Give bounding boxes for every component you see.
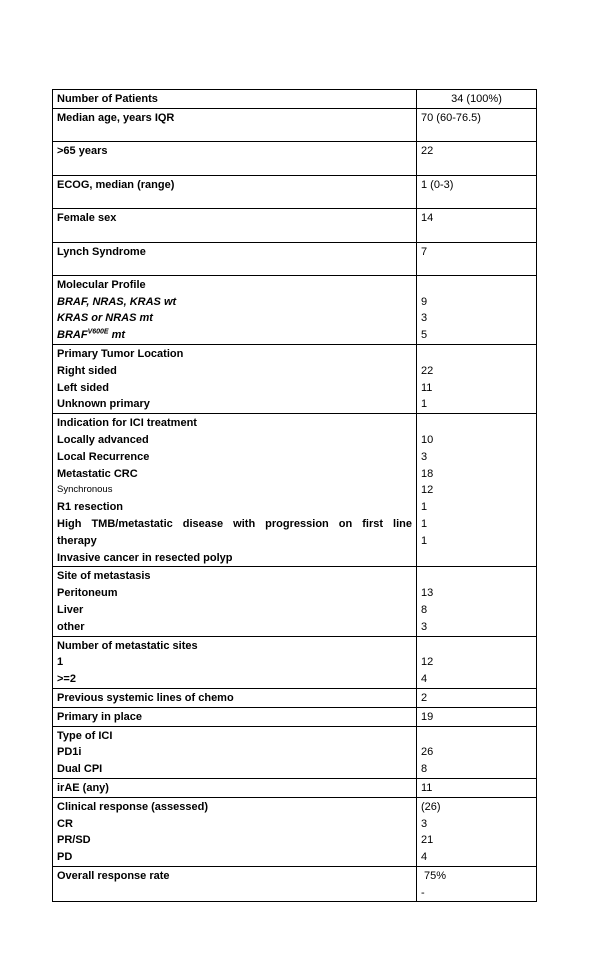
item-label: Invasive cancer in resected polyp — [57, 551, 233, 564]
item-label: High TMB/metastatic disease with progression on first line — [57, 517, 412, 530]
row-label-group — [53, 636, 417, 688]
section-heading: Molecular Profile — [57, 278, 146, 291]
row-label-group — [53, 414, 417, 567]
section-heading: Site of metastasis — [57, 570, 151, 583]
row-value-group — [417, 636, 537, 688]
table-row — [53, 90, 537, 109]
item-value: 13 — [421, 587, 434, 600]
row-label: Primary in place — [53, 707, 417, 726]
item-value: 12 — [421, 484, 434, 497]
item-value: 3 — [421, 450, 428, 463]
row-label-group — [53, 797, 417, 866]
item-label: KRAS or NRAS mt — [57, 312, 153, 325]
item-label: PR/SD — [57, 834, 91, 847]
item-label: Left sided — [57, 381, 109, 394]
item-value: 75% — [424, 869, 447, 882]
row-value-group — [417, 275, 537, 344]
row-label: Previous systemic lines of chemo — [53, 688, 417, 707]
item-value: 3 — [421, 817, 428, 830]
item-label: therapy — [57, 534, 97, 547]
row-label: Number of Patients — [53, 90, 417, 109]
heading-value: (26) — [421, 800, 441, 813]
v600e-superscript: V600E — [87, 328, 109, 336]
table-row — [53, 688, 537, 707]
row-label: Overall response rate — [53, 866, 417, 902]
row-value: 70 (60-76.5) — [417, 108, 537, 141]
item-value: 10 — [421, 433, 434, 446]
item-label: PD1i — [57, 746, 82, 759]
table-row — [53, 208, 537, 242]
item-value: 12 — [421, 656, 434, 669]
row-value-group — [417, 797, 537, 866]
item-value: 1 — [421, 501, 428, 514]
item-value: 1 — [421, 398, 428, 411]
row-label-group — [53, 726, 417, 778]
row-value-group — [417, 567, 537, 636]
item-label: Liver — [57, 603, 84, 616]
row-value: 7 — [417, 242, 537, 275]
item-label: Local Recurrence — [57, 450, 150, 463]
item-value: 11 — [421, 381, 433, 394]
table-row — [53, 866, 537, 902]
row-value-group — [417, 344, 537, 413]
table-row — [53, 344, 537, 413]
item-value: 21 — [421, 834, 434, 847]
item-value: 3 — [421, 620, 428, 633]
mt-text: mt — [108, 329, 126, 342]
section-heading: Primary Tumor Location — [57, 347, 184, 360]
item-value: 3 — [421, 312, 428, 325]
table-row — [53, 567, 537, 636]
row-label-group — [53, 567, 417, 636]
item-label: other — [57, 620, 85, 633]
item-label: Peritoneum — [57, 587, 118, 600]
item-value: 18 — [421, 467, 434, 480]
row-label-group — [53, 344, 417, 413]
item-label: R1 resection — [57, 501, 124, 514]
table-row — [53, 275, 537, 344]
table-row — [53, 778, 537, 797]
row-label: irAE (any) — [53, 778, 417, 797]
row-value: 2 — [417, 688, 537, 707]
row-label: >65 years — [53, 141, 417, 175]
row-value: 22 — [417, 141, 537, 175]
item-label: Dual CPI — [57, 763, 103, 776]
row-label: Female sex — [53, 208, 417, 242]
item-value: 22 — [421, 364, 434, 377]
item-label: Unknown primary — [57, 398, 150, 411]
section-heading: Clinical response (assessed) — [57, 800, 209, 813]
table-row — [53, 636, 537, 688]
item-value: 8 — [421, 603, 428, 616]
table-row — [53, 175, 537, 208]
item-value: - — [421, 886, 425, 899]
table-row — [53, 414, 537, 567]
row-label: ECOG, median (range) — [53, 175, 417, 208]
table-row — [53, 726, 537, 778]
section-heading: Type of ICI — [57, 729, 113, 742]
table-row — [53, 707, 537, 726]
item-label: Metastatic CRC — [57, 467, 138, 480]
row-value: 19 — [417, 707, 537, 726]
item-label — [57, 327, 412, 344]
item-value: 9 — [421, 295, 428, 308]
section-heading: Number of metastatic sites — [57, 639, 198, 652]
row-label: Lynch Syndrome — [53, 242, 417, 275]
row-value: 34 (100%) — [417, 90, 537, 109]
row-label: Median age, years IQR — [53, 108, 417, 141]
item-label: >=2 — [57, 673, 76, 686]
item-value: 4 — [421, 851, 428, 864]
braf-text: BRAF — [57, 329, 88, 342]
item-value: 8 — [421, 763, 428, 776]
item-value: 4 — [421, 673, 428, 686]
table-row — [53, 141, 537, 175]
item-label: CR — [57, 817, 73, 830]
item-label: BRAF, NRAS, KRAS wt — [57, 295, 177, 308]
patient-characteristics-table — [52, 89, 537, 902]
row-value: 14 — [417, 208, 537, 242]
row-value-group — [417, 866, 537, 902]
row-label-group — [53, 275, 417, 344]
row-value: 1 (0-3) — [417, 175, 537, 208]
item-label: 1 — [57, 656, 64, 669]
table-row — [53, 797, 537, 866]
section-heading: Indication for ICI treatment — [57, 417, 197, 430]
item-label: Synchronous — [57, 484, 113, 496]
item-value: 1 — [421, 517, 428, 530]
item-value: 1 — [421, 534, 428, 547]
item-value: 5 — [421, 329, 428, 342]
row-value: 11 — [417, 778, 537, 797]
item-label: PD — [57, 851, 73, 864]
table-row — [53, 242, 537, 275]
item-label: Locally advanced — [57, 433, 149, 446]
item-label: Right sided — [57, 364, 117, 377]
item-value: 26 — [421, 746, 434, 759]
row-value-group — [417, 726, 537, 778]
row-value-group — [417, 414, 537, 567]
table-row — [53, 108, 537, 141]
